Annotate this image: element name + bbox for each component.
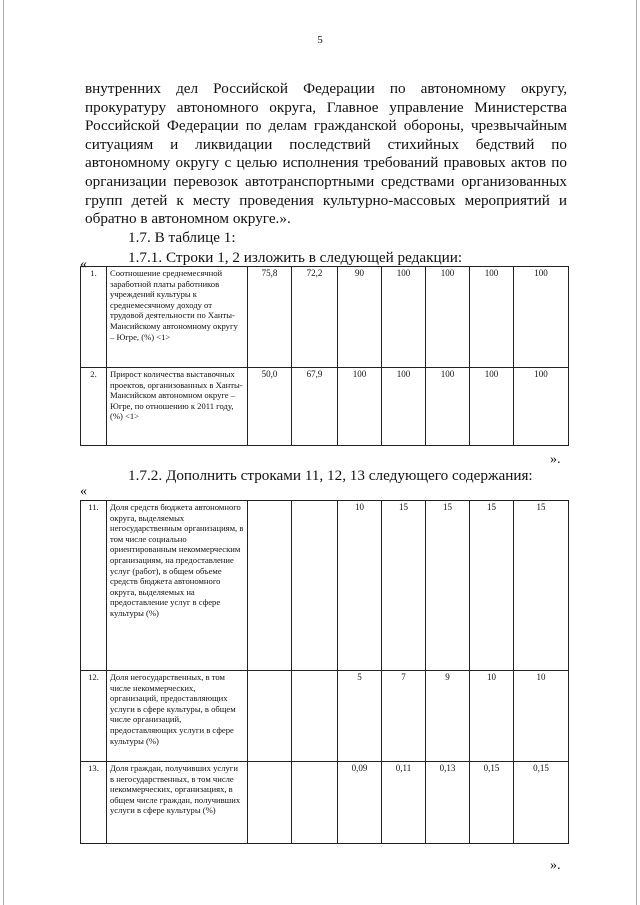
intro-paragraph (85, 80, 567, 229)
value-cell: 100 (470, 267, 514, 368)
value-cell (248, 762, 292, 844)
close-quote-1: ». (550, 452, 561, 467)
intro-line: организации перевозок автотранспортными средствами организованных (85, 172, 567, 190)
scan-edge-right (636, 0, 637, 905)
row-description: Прирост количества выставочных проектов, организованных в Ханты-Мансийском автономном округе – Югре, по отношению к 2011 году, (%) <1> (107, 368, 248, 446)
value-cell: 15 (382, 501, 426, 671)
value-cell: 0,11 (382, 762, 426, 844)
value-cell: 100 (514, 368, 569, 446)
table-row (81, 368, 569, 446)
value-cell: 10 (514, 671, 569, 762)
row-description: Доля негосударственных, в том числе некоммерческих, организаций, предоставляющих услуги в сфере культуры, в общем числе организаций, предоставляющих услуги в сфере культуры (%) (107, 671, 248, 762)
value-cell (248, 501, 292, 671)
item-1-7-1: 1.7.1. Строки 1, 2 изложить в следующей редакции: (128, 249, 463, 266)
intro-line: Российской Федерации по делам гражданской обороны, чрезвычайным (85, 117, 567, 135)
value-cell (292, 671, 338, 762)
table-rows-1-2 (80, 266, 569, 446)
value-cell: 0,09 (338, 762, 382, 844)
value-cell: 67,9 (292, 368, 338, 446)
value-cell: 10 (470, 671, 514, 762)
value-cell: 100 (514, 267, 569, 368)
value-cell (292, 762, 338, 844)
value-cell: 50,0 (248, 368, 292, 446)
value-cell: 10 (338, 501, 382, 671)
scan-edge-left (3, 0, 4, 905)
value-cell: 0,13 (426, 762, 470, 844)
value-cell: 100 (382, 368, 426, 446)
table-row (81, 267, 569, 368)
row-number: 11. (81, 501, 107, 671)
value-cell: 0,15 (470, 762, 514, 844)
intro-line: автономному округу с целью исполнения требований правовых актов по (85, 154, 567, 172)
item-1-7-2: 1.7.2. Дополнить строками 11, 12, 13 следующего содержания: (128, 467, 533, 484)
value-cell: 15 (514, 501, 569, 671)
open-quote-1: « (80, 257, 87, 272)
value-cell: 100 (470, 368, 514, 446)
table-row (81, 762, 569, 844)
intro-line: групп детей к месту проведения культурно-массовых мероприятий и (85, 191, 567, 209)
item-1-7: 1.7. В таблице 1: (128, 229, 236, 246)
value-cell (292, 501, 338, 671)
row-description: Доля средств бюджета автономного округа, выделяемых негосударственным организациям, в том числе социально ориентированным некоммерческим организациям, на предоставление услуг (работ), в общем объеме средств бюджета автономного округа, выделяемых на предоставление услуг в сфере культуры (%) (107, 501, 248, 671)
value-cell: 72,2 (292, 267, 338, 368)
close-quote-2: ». (550, 858, 561, 873)
row-number: 1. (81, 267, 107, 368)
table-row (81, 501, 569, 671)
row-number: 13. (81, 762, 107, 844)
table-rows-11-13 (80, 500, 569, 844)
value-cell: 9 (426, 671, 470, 762)
intro-line: обратно в автономном округе.». (85, 210, 291, 228)
value-cell: 15 (470, 501, 514, 671)
intro-line: внутренних дел Российской Федерации по автономному округу, (85, 80, 567, 97)
row-description: Соотношение среднемесячной заработной платы работников учреждений культуры к среднемесячному доходу от трудовой деятельности по Ханты-Мансийскому автономному округу – Югре, (%) <1> (107, 267, 248, 368)
value-cell: 100 (338, 368, 382, 446)
intro-line: прокуратуру автономного округа, Главное управление Министерства (85, 98, 567, 116)
row-number: 12. (81, 671, 107, 762)
value-cell: 100 (382, 267, 426, 368)
open-quote-2: « (80, 484, 87, 499)
row-description: Доля граждан, получивших услуги в негосударственных, в том числе некоммерческих, организациях, в общем числе граждан, получивших услуги в сфере культуры (%) (107, 762, 248, 844)
value-cell: 0,15 (514, 762, 569, 844)
value-cell (248, 671, 292, 762)
value-cell: 75,8 (248, 267, 292, 368)
value-cell: 100 (426, 368, 470, 446)
value-cell: 7 (382, 671, 426, 762)
row-number: 2. (81, 368, 107, 446)
value-cell: 5 (338, 671, 382, 762)
page-number: 5 (317, 34, 323, 46)
value-cell: 100 (426, 267, 470, 368)
value-cell: 15 (426, 501, 470, 671)
intro-line: ситуациям и ликвидации последствий стихийных бедствий по (85, 135, 567, 153)
table-row (81, 671, 569, 762)
value-cell: 90 (338, 267, 382, 368)
